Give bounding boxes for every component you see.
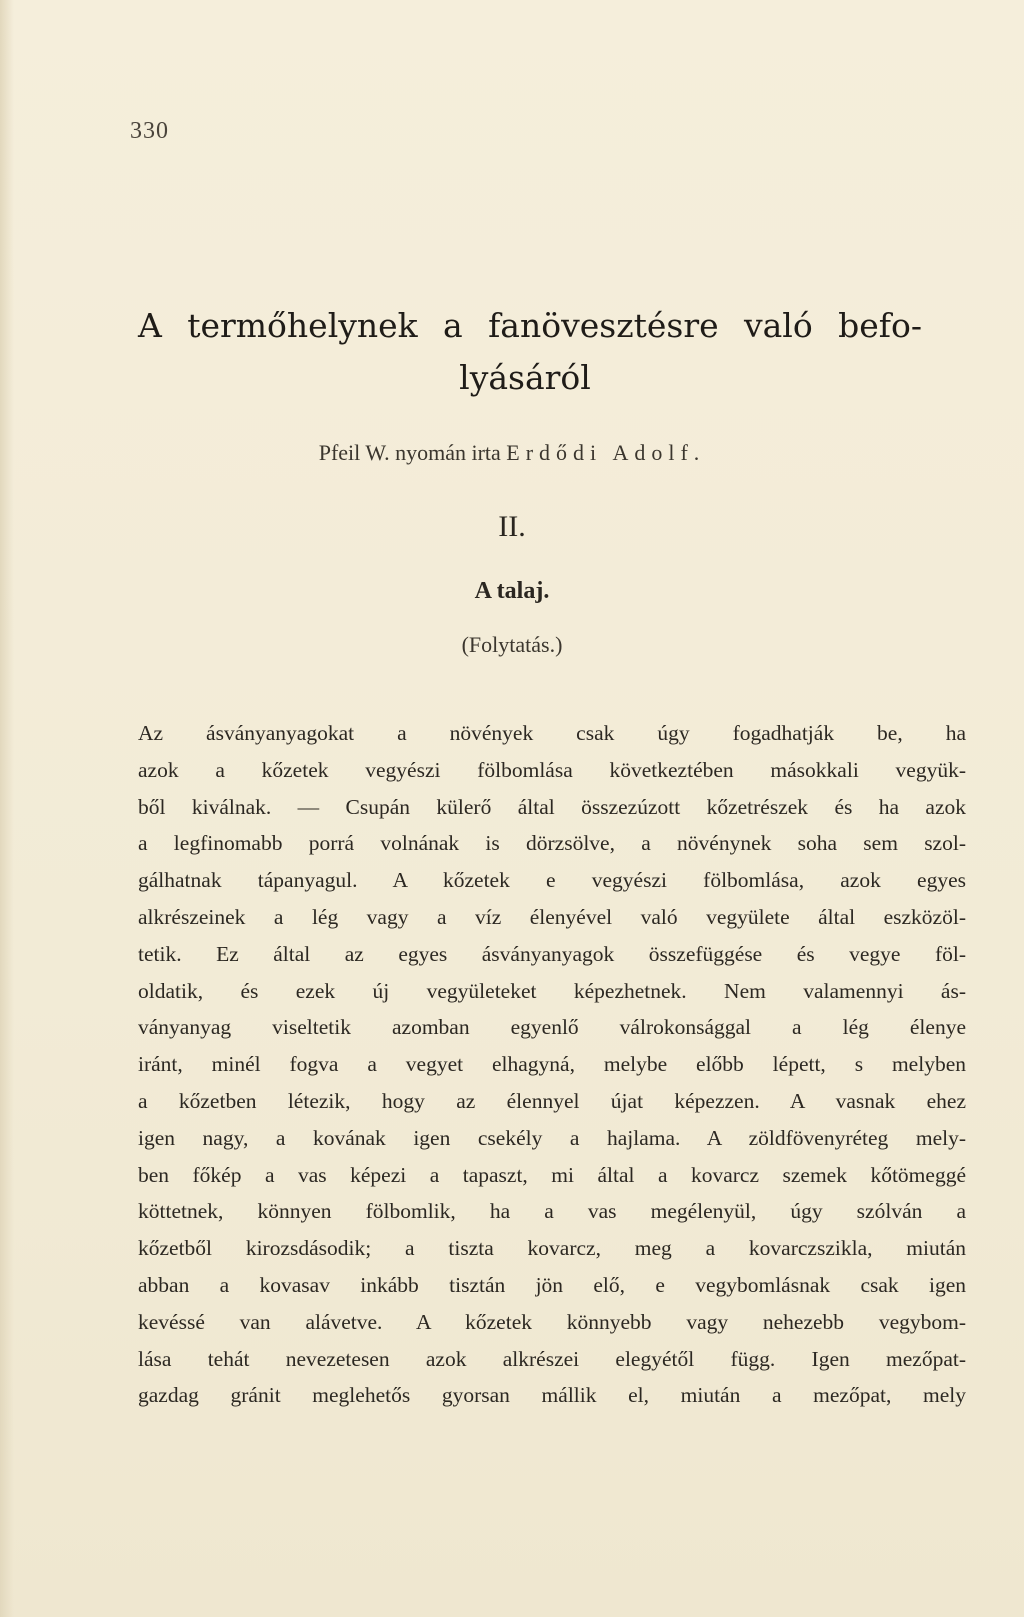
text-line: igen nagy, a kovának igen csekély a hajlama. A zöldfövenyréteg mely-	[138, 1125, 966, 1150]
text-line: alkrészeinek a lég vagy a víz élenyével való vegyülete által eszközöl-	[138, 904, 966, 929]
byline-author: Erdődi Adolf.	[506, 440, 706, 465]
text-line: kőzetből kirozsdásodik; a tiszta kovarcz, meg a kovarczszikla, miután	[138, 1236, 966, 1261]
page-edge-shadow	[0, 0, 14, 1617]
text-line: lása tehát nevezetesen azok alkrészei elegyétől függ. Igen mezőpat-	[138, 1346, 966, 1371]
article-title	[110, 300, 940, 404]
text-line: kevéssé van alávetve. A kőzetek könnyebb vagy nehezebb vegybom-	[138, 1309, 966, 1334]
section-title: A talaj.	[474, 578, 550, 604]
text-line: ben főkép a vas képezi a tapaszt, mi által a kovarcz szemek kőtömeggé	[138, 1162, 966, 1187]
text-line: a kőzetben létezik, hogy az élennyel újat képezzen. A vasnak ehez	[138, 1088, 966, 1113]
byline-prefix: Pfeil W. nyomán irta	[318, 440, 501, 465]
page-number: 330	[130, 118, 169, 144]
section-number: II.	[498, 510, 526, 543]
text-line: gazdag gránit meglehetős gyorsan mállik el, miután a mezőpat, mely	[138, 1383, 966, 1408]
text-line: abban a kovasav inkább tisztán jön elő, e vegybomlásnak csak igen	[138, 1272, 966, 1297]
body-paragraph	[138, 715, 966, 1414]
text-line: iránt, minél fogva a vegyet elhagyná, melybe előbb lépett, s melyben	[138, 1052, 966, 1077]
text-line: ványanyag viseltetik azomban egyenlő válrokonsággal a lég élenye	[138, 1015, 966, 1040]
text-line: köttetnek, könnyen fölbomlik, ha a vas megélenyül, úgy szólván a	[138, 1199, 966, 1224]
text-line: gálhatnak tápanyagul. A kőzetek e vegyészi fölbomlása, azok egyes	[138, 868, 966, 893]
text-line: oldatik, és ezek új vegyületeket képezhetnek. Nem valamennyi ás-	[138, 978, 966, 1003]
text-line: tetik. Ez által az egyes ásványanyagok összefüggése és vegye föl-	[138, 941, 966, 966]
title-line-1: A termőhelynek a fanövesztésre való befo-	[138, 306, 922, 345]
text-line: ből kiválnak. — Csupán külerő által összezúzott kőzetrészek és ha azok	[138, 794, 966, 819]
text-line: Az ásványanyagokat a növények csak úgy fogadhatják be, ha	[138, 721, 966, 745]
text-line: a legfinomabb porrá volnának is dörzsölve, a növénynek soha sem szol-	[138, 831, 966, 856]
title-line-2: lyásáról	[459, 358, 591, 397]
text-line: azok a kőzetek vegyészi fölbomlása következtében másokkali vegyük-	[138, 757, 966, 782]
byline	[0, 440, 1024, 466]
continued-note: (Folytatás.)	[461, 632, 563, 657]
